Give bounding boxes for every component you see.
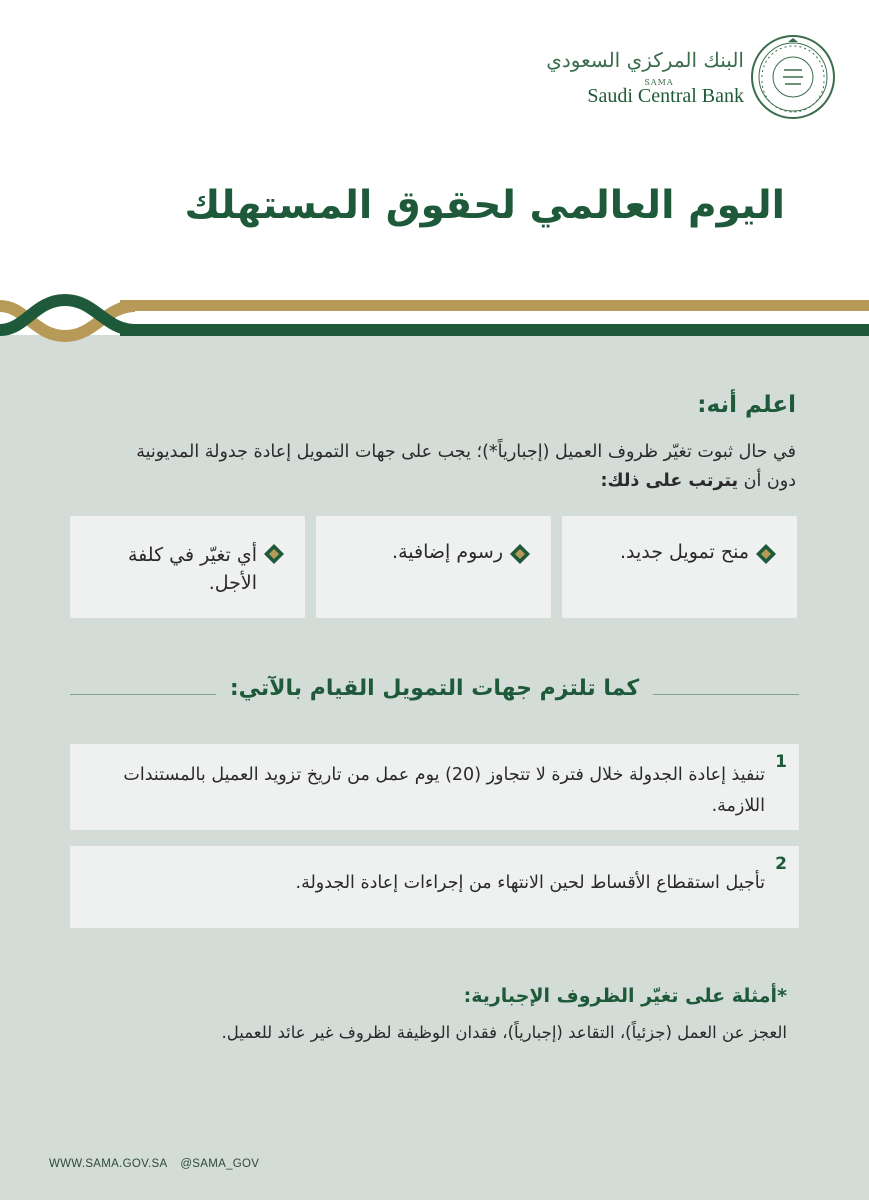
item-text: تنفيذ إعادة الجدولة خلال فترة لا تتجاوز (20) يوم عمل من تاريخ تزويد العميل بالمستندات اللازمة. <box>123 765 765 816</box>
obligation-item-1 <box>70 744 799 830</box>
item-number: 2 <box>775 854 787 874</box>
box-extra-fees <box>316 516 551 618</box>
box-label: أي تغيّر في كلفة الأجل. <box>128 544 257 594</box>
footer-handle[interactable]: @SAMA_GOV <box>180 1158 260 1170</box>
item-text: تأجيل استقطاع الأقساط لحين الانتهاء من إجراءات إعادة الجدولة. <box>295 873 765 893</box>
box-label: منح تمويل جديد. <box>619 541 749 563</box>
intro-text: في حال ثبوت تغيّر ظروف العميل (إجبارياً*)؛ يجب على جهات التمويل إعادة جدولة المديونية دون أن يترتب على ذلك: <box>136 442 796 491</box>
logo-sama: SAMA <box>644 78 674 87</box>
examples-title: *أمثلة على تغيّر الظروف الإجبارية: <box>463 985 787 1007</box>
diamond-icon <box>263 543 285 565</box>
box-label: رسوم إضافية. <box>392 541 503 563</box>
box-term-cost <box>70 516 305 618</box>
header <box>0 0 869 335</box>
examples-text: العجز عن العمل (جزئياً)، التقاعد (إجبارياً)، فقدان الوظيفة لظروف غير عائد للعميل. <box>221 1023 787 1042</box>
obligation-item-2 <box>70 846 799 928</box>
box-new-financing <box>562 516 797 618</box>
diamond-icon <box>509 543 531 565</box>
diamond-icon <box>755 543 777 565</box>
decorative-band <box>0 290 869 350</box>
know-heading: اعلم أنه: <box>697 392 796 418</box>
footer-website[interactable]: WWW.SAMA.GOV.SA <box>49 1158 167 1170</box>
logo-arabic-name: البنك المركزي السعودي <box>546 48 744 72</box>
item-number: 1 <box>775 752 787 772</box>
section-title: كما تلتزم جهات التمويل القيام بالآتي: <box>70 676 799 701</box>
footer <box>49 1158 259 1170</box>
logo-english-name: Saudi Central Bank <box>587 85 744 107</box>
bank-seal-icon <box>750 34 836 120</box>
page-title: اليوم العالمي لحقوق المستهلك <box>184 183 785 228</box>
